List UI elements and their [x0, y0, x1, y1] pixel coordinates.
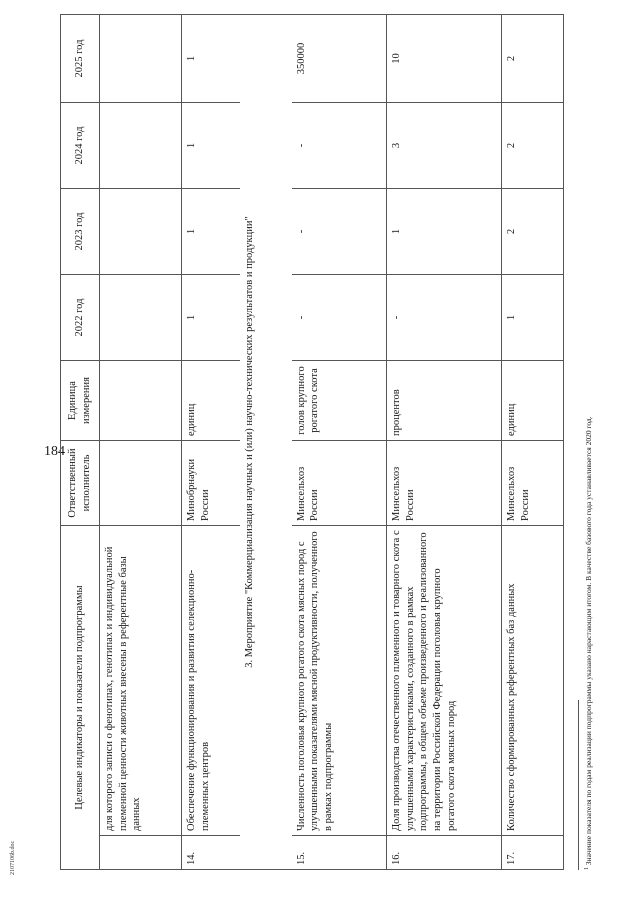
file-id: 2107106b.doc	[10, 840, 16, 875]
section-title: 3. Мероприятие "Коммерциализация научных и (или) научно-технических результатов и продукции"	[240, 15, 291, 870]
value-2025: 10	[387, 15, 502, 103]
footnote-text: Значение показателя по годам реализации подпрограммы указано нарастающим итогом. В качестве базового года устанавливается 2020 год.	[584, 416, 593, 866]
footnote	[584, 270, 593, 870]
header-2025: 2025 год	[61, 15, 100, 103]
header-2024: 2024 год	[61, 103, 100, 189]
executor-cell: Минсельхоз России	[502, 441, 564, 526]
rotated-page-content	[60, 15, 630, 870]
executor-cell: Минсельхоз России	[292, 441, 387, 526]
indicator-name: Обеспечение функционирования и развития селекционно-племенных центров	[182, 526, 241, 836]
unit-cell: единиц	[502, 361, 564, 441]
value-2022: -	[387, 275, 502, 361]
value-2022: 1	[182, 275, 241, 361]
executor-cell: Минсельхоз России	[387, 441, 502, 526]
indicators-table	[60, 14, 564, 870]
unit-cell: процентов	[387, 361, 502, 441]
value-2024: 1	[182, 103, 241, 189]
value-2022: -	[292, 275, 387, 361]
value-2023: 1	[387, 189, 502, 275]
value-2024: 3	[387, 103, 502, 189]
value-2025: 350000	[292, 15, 387, 103]
row-number	[100, 836, 182, 870]
header-2022: 2022 год	[61, 275, 100, 361]
unit-cell: единиц	[182, 361, 241, 441]
row-number: 15.	[292, 836, 387, 870]
row-number: 16.	[387, 836, 502, 870]
value-2023: -	[292, 189, 387, 275]
row-number: 14.	[182, 836, 241, 870]
table-row	[182, 15, 241, 870]
row-number: 17.	[502, 836, 564, 870]
value-2024: -	[292, 103, 387, 189]
footnote-divider	[578, 700, 579, 870]
footnote-mark: 1	[584, 867, 590, 870]
unit-cell: голов крупного рогатого скота	[292, 361, 387, 441]
table-header-row	[61, 15, 100, 870]
header-indicator: Целевые индикаторы и показатели подпрограммы	[61, 526, 100, 870]
table-row	[502, 15, 564, 870]
indicator-name: Количество сформированных референтных баз данных	[502, 526, 564, 836]
value-2025: 1	[182, 15, 241, 103]
value-2024: 2	[502, 103, 564, 189]
table-row	[387, 15, 502, 870]
value-2023: 2	[502, 189, 564, 275]
table-row-continuation	[100, 15, 182, 870]
indicator-name: Численность поголовья крупного рогатого скота мясных пород с улучшенными показателями мясной продуктивности, полученного в рамках подпрограммы	[292, 526, 387, 836]
value-2022: 1	[502, 275, 564, 361]
indicator-name: Доля производства отечественного племенного и товарного скота с улучшенными характеристиками, созданного в рамках подпрограммы, в общем объеме произведенного и реализованного на территории Российской Федерации поголовья крупного рогатого скота мясных пород	[387, 526, 502, 836]
table-row	[292, 15, 387, 870]
header-unit: Единица измерения	[61, 361, 100, 441]
page-number: 184	[44, 444, 65, 459]
indicator-name: для которого записи о фенотипах, генотипах и индивидуальной племенной ценности животных внесены в референтные базы данных	[100, 526, 182, 836]
value-2025: 2	[502, 15, 564, 103]
executor-cell: Минобрнауки России	[182, 441, 241, 526]
value-2023: 1	[182, 189, 241, 275]
header-2023: 2023 год	[61, 189, 100, 275]
header-executor: Ответственный исполнитель	[61, 441, 100, 526]
section-row	[240, 15, 291, 870]
